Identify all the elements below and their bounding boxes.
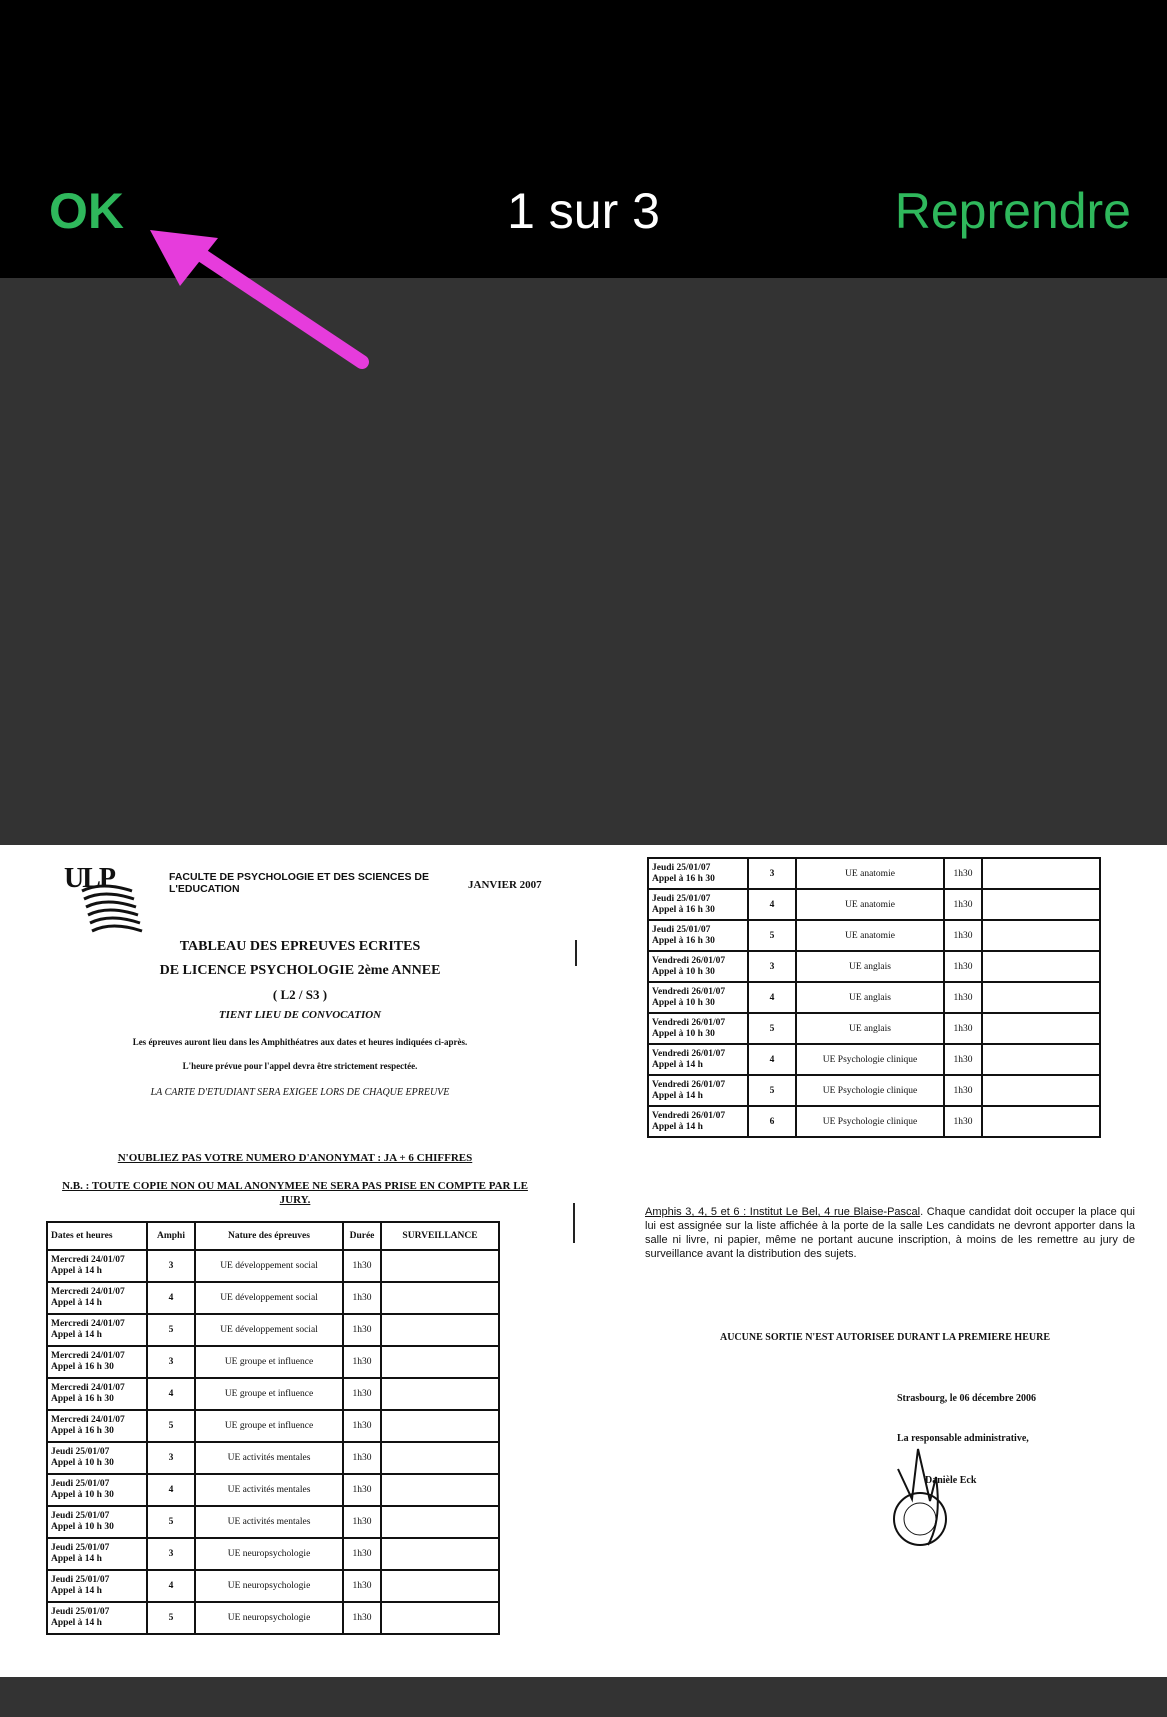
cell-nature: UE développement social <box>195 1250 343 1282</box>
cell-amphi: 3 <box>748 951 796 982</box>
cell-amphi: 5 <box>147 1602 195 1634</box>
cell-duration: 1h30 <box>944 1106 982 1137</box>
cell-supervision <box>381 1474 499 1506</box>
cell-duration: 1h30 <box>944 1075 982 1106</box>
header-amphi: Amphi <box>147 1222 195 1250</box>
exam-date: Jeudi 25/01/07 <box>51 1543 110 1553</box>
table-row <box>47 1250 499 1282</box>
header-date: Dates et heures <box>47 1222 147 1250</box>
cell-duration: 1h30 <box>944 889 982 920</box>
cell-duration: 1h30 <box>343 1378 381 1410</box>
cell-supervision <box>381 1282 499 1314</box>
cell-duration: 1h30 <box>343 1474 381 1506</box>
no-exit-notice: AUCUNE SORTIE N'EST AUTORISEE DURANT LA PREMIERE HEURE <box>719 1332 1050 1343</box>
exam-date: Jeudi 25/01/07 <box>652 862 711 873</box>
cell-duration: 1h30 <box>343 1282 381 1314</box>
table-row <box>47 1570 499 1602</box>
cell-nature: UE développement social <box>195 1282 343 1314</box>
exam-date: Mercredi 24/01/07 <box>51 1415 125 1425</box>
document-date: JANVIER 2007 <box>468 879 542 891</box>
call-time: Appel à 10 h 30 <box>652 966 715 977</box>
call-time: Appel à 14 h <box>51 1266 102 1276</box>
table-row <box>648 982 1100 1013</box>
cell-supervision <box>381 1346 499 1378</box>
cell-duration: 1h30 <box>343 1538 381 1570</box>
cell-supervision <box>381 1442 499 1474</box>
cell-supervision <box>381 1506 499 1538</box>
empty-canvas <box>0 278 1167 845</box>
exam-date: Vendredi 26/01/07 <box>652 955 726 966</box>
exam-date: Jeudi 25/01/07 <box>51 1479 110 1489</box>
exam-date: Jeudi 25/01/07 <box>652 924 711 935</box>
cell-supervision <box>381 1410 499 1442</box>
cell-amphi: 5 <box>748 1013 796 1044</box>
cell-nature: UE anatomie <box>796 889 944 920</box>
cell-nature: UE groupe et influence <box>195 1410 343 1442</box>
top-bar <box>0 0 1167 278</box>
cell-nature: UE groupe et influence <box>195 1378 343 1410</box>
cell-date <box>47 1506 147 1538</box>
cell-amphi: 4 <box>147 1378 195 1410</box>
cell-nature: UE Psychologie clinique <box>796 1106 944 1137</box>
cell-duration: 1h30 <box>343 1346 381 1378</box>
cell-date <box>47 1378 147 1410</box>
table-row <box>47 1410 499 1442</box>
cell-date <box>648 920 748 951</box>
cell-date <box>47 1474 147 1506</box>
info-line: Les épreuves auront lieu dans les Amphithéatres aux dates et heures indiquées ci-après. <box>132 1037 468 1047</box>
header-duration: Durée <box>343 1222 381 1250</box>
amphis-location: Amphis 3, 4, 5 et 6 : Institut Le Bel, 4 rue Blaise-Pascal <box>645 1206 921 1218</box>
page-counter: 1 sur 3 <box>507 183 660 239</box>
call-time: Appel à 10 h 30 <box>51 1458 114 1468</box>
scanned-document-preview[interactable] <box>0 845 1167 1677</box>
cell-amphi: 4 <box>748 889 796 920</box>
cell-amphi: 5 <box>147 1314 195 1346</box>
table-row <box>47 1442 499 1474</box>
call-time: Appel à 16 h 30 <box>51 1362 114 1372</box>
cell-duration: 1h30 <box>343 1442 381 1474</box>
cell-duration: 1h30 <box>343 1314 381 1346</box>
cell-nature: UE Psychologie clinique <box>796 1075 944 1106</box>
cell-supervision <box>381 1570 499 1602</box>
cell-duration: 1h30 <box>944 858 982 889</box>
exam-date: Vendredi 26/01/07 <box>652 1110 726 1121</box>
exam-date: Vendredi 26/01/07 <box>652 1017 726 1028</box>
logo-text: ULP <box>64 863 114 894</box>
cell-nature: UE activités mentales <box>195 1474 343 1506</box>
call-time: Appel à 16 h 30 <box>51 1426 114 1436</box>
cell-amphi: 4 <box>147 1474 195 1506</box>
ok-button[interactable]: OK <box>49 183 124 239</box>
cell-supervision <box>982 1075 1100 1106</box>
call-time: Appel à 14 h <box>51 1554 102 1564</box>
anonymity-nb: N.B. : TOUTE COPIE NON OU MAL ANONYMEE NE SERA PAS PRISE EN COMPTE PAR LE JURY. <box>62 1180 528 1206</box>
cell-supervision <box>982 1044 1100 1075</box>
cell-amphi: 3 <box>748 858 796 889</box>
table-row <box>648 920 1100 951</box>
cell-amphi: 4 <box>748 1044 796 1075</box>
cell-date <box>47 1346 147 1378</box>
cell-supervision <box>982 1013 1100 1044</box>
exam-date: Mercredi 24/01/07 <box>51 1255 125 1265</box>
exam-date: Jeudi 25/01/07 <box>51 1511 110 1521</box>
exam-date: Jeudi 25/01/07 <box>51 1575 110 1585</box>
cell-supervision <box>982 920 1100 951</box>
cell-supervision <box>381 1378 499 1410</box>
cell-date <box>47 1570 147 1602</box>
call-time: Appel à 10 h 30 <box>51 1490 114 1500</box>
cell-date <box>648 858 748 889</box>
call-time: Appel à 14 h <box>51 1618 102 1628</box>
table-row <box>648 1106 1100 1137</box>
exam-date: Jeudi 25/01/07 <box>51 1607 110 1617</box>
cell-date <box>47 1442 147 1474</box>
header-nature: Nature des épreuves <box>195 1222 343 1250</box>
stamp-and-signature-icon <box>878 1429 968 1559</box>
table-row <box>47 1602 499 1634</box>
table-row <box>47 1314 499 1346</box>
table-row <box>648 889 1100 920</box>
cell-date <box>648 1075 748 1106</box>
table-row <box>648 1044 1100 1075</box>
exam-date: Mercredi 24/01/07 <box>51 1319 125 1329</box>
call-time: Appel à 10 h 30 <box>652 1028 715 1039</box>
cell-duration: 1h30 <box>343 1410 381 1442</box>
call-time: Appel à 16 h 30 <box>652 935 715 946</box>
table-row <box>648 1013 1100 1044</box>
exam-date: Vendredi 26/01/07 <box>652 1079 726 1090</box>
cell-nature: UE activités mentales <box>195 1442 343 1474</box>
cell-supervision <box>381 1538 499 1570</box>
call-time: Appel à 14 h <box>51 1330 102 1340</box>
cell-nature: UE neuropsychologie <box>195 1570 343 1602</box>
retake-button[interactable]: Reprendre <box>894 183 1131 239</box>
exam-date: Mercredi 24/01/07 <box>51 1351 125 1361</box>
place-date: Strasbourg, le 06 décembre 2006 <box>897 1393 1036 1404</box>
cell-date <box>47 1602 147 1634</box>
document-title: TABLEAU DES EPREUVES ECRITES <box>179 939 421 954</box>
table-row <box>47 1378 499 1410</box>
cell-date <box>648 982 748 1013</box>
cell-date <box>648 1013 748 1044</box>
cell-amphi: 5 <box>748 920 796 951</box>
table-row <box>47 1506 499 1538</box>
cell-nature: UE anglais <box>796 951 944 982</box>
cell-amphi: 3 <box>147 1346 195 1378</box>
cell-nature: UE anatomie <box>796 858 944 889</box>
cell-nature: UE anglais <box>796 1013 944 1044</box>
cell-supervision <box>982 1106 1100 1137</box>
responsible-title: La responsable administrative, <box>897 1433 1029 1444</box>
cell-nature: UE Psychologie clinique <box>796 1044 944 1075</box>
table-row <box>47 1538 499 1570</box>
call-time: Appel à 16 h 30 <box>652 904 715 915</box>
cell-amphi: 6 <box>748 1106 796 1137</box>
cell-supervision <box>982 982 1100 1013</box>
cell-date <box>648 1106 748 1137</box>
cell-date <box>648 951 748 982</box>
exam-date: Vendredi 26/01/07 <box>652 1048 726 1059</box>
exam-date: Jeudi 25/01/07 <box>51 1447 110 1457</box>
call-time: Appel à 10 h 30 <box>652 997 715 1008</box>
info-line: L'heure prévue pour l'appel devra être strictement respectée. <box>182 1061 418 1071</box>
table-row <box>47 1346 499 1378</box>
cell-date <box>648 889 748 920</box>
call-time: Appel à 14 h <box>652 1121 703 1132</box>
info-line: LA CARTE D'ETUDIANT SERA EXIGEE LORS DE CHAQUE EPREUVE <box>150 1087 450 1098</box>
cell-amphi: 4 <box>748 982 796 1013</box>
cell-duration: 1h30 <box>343 1602 381 1634</box>
cell-nature: UE activités mentales <box>195 1506 343 1538</box>
table-row <box>648 858 1100 889</box>
cell-date <box>648 1044 748 1075</box>
amphis-instructions <box>645 1205 1135 1261</box>
call-time: Appel à 10 h 30 <box>51 1522 114 1532</box>
anonymity-warning: N'OUBLIEZ PAS VOTRE NUMERO D'ANONYMAT : JA + 6 CHIFFRES <box>117 1152 473 1164</box>
convocation-note: TIENT LIEU DE CONVOCATION <box>218 1009 382 1021</box>
cell-nature: UE groupe et influence <box>195 1346 343 1378</box>
document-subtitle: DE LICENCE PSYCHOLOGIE 2ème ANNEE <box>159 963 441 978</box>
cell-amphi: 5 <box>147 1506 195 1538</box>
cell-supervision <box>381 1314 499 1346</box>
cell-duration: 1h30 <box>343 1506 381 1538</box>
call-time: Appel à 16 h 30 <box>51 1394 114 1404</box>
cell-nature: UE développement social <box>195 1314 343 1346</box>
table-row <box>648 1075 1100 1106</box>
cell-duration: 1h30 <box>944 920 982 951</box>
amphis-rules: . Chaque candidat doit occuper la place qui lui est assignée sur la liste affichée à la porte de la salle Les candidats ne devront apporter dans la salle ni livre, ni papier, même ne portant aucune inscription, à moins de les remettre au jury de surveillance avant la distribution des sujets. <box>645 1206 1135 1260</box>
table-row <box>47 1474 499 1506</box>
cell-nature: UE neuropsychologie <box>195 1602 343 1634</box>
call-time: Appel à 14 h <box>51 1586 102 1596</box>
cell-duration: 1h30 <box>944 951 982 982</box>
cell-supervision <box>381 1602 499 1634</box>
cell-duration: 1h30 <box>944 982 982 1013</box>
exam-date: Mercredi 24/01/07 <box>51 1383 125 1393</box>
scan-mark <box>575 940 577 966</box>
exam-date: Mercredi 24/01/07 <box>51 1287 125 1297</box>
cell-supervision <box>381 1250 499 1282</box>
header-supervision: SURVEILLANCE <box>381 1222 499 1250</box>
cell-amphi: 5 <box>147 1410 195 1442</box>
table-row <box>47 1282 499 1314</box>
cell-date <box>47 1250 147 1282</box>
cell-nature: UE anatomie <box>796 920 944 951</box>
cell-amphi: 4 <box>147 1570 195 1602</box>
call-time: Appel à 14 h <box>51 1298 102 1308</box>
exam-table-right <box>647 857 1101 1138</box>
cell-nature: UE neuropsychologie <box>195 1538 343 1570</box>
bottom-bar <box>0 1677 1167 1717</box>
table-row <box>648 951 1100 982</box>
cell-amphi: 5 <box>748 1075 796 1106</box>
cell-duration: 1h30 <box>343 1250 381 1282</box>
cell-date <box>47 1314 147 1346</box>
signatory-name: Danièle Eck <box>925 1475 977 1486</box>
cell-supervision <box>982 858 1100 889</box>
cell-supervision <box>982 951 1100 982</box>
cell-date <box>47 1538 147 1570</box>
cell-duration: 1h30 <box>343 1570 381 1602</box>
faculty-name: FACULTE DE PSYCHOLOGIE ET DES SCIENCES DE L'EDUCATION <box>169 871 430 895</box>
scan-mark <box>573 1203 575 1243</box>
cell-amphi: 3 <box>147 1442 195 1474</box>
cell-duration: 1h30 <box>944 1013 982 1044</box>
cell-nature: UE anglais <box>796 982 944 1013</box>
cell-amphi: 3 <box>147 1538 195 1570</box>
cell-amphi: 3 <box>147 1250 195 1282</box>
cell-amphi: 4 <box>147 1282 195 1314</box>
cell-supervision <box>982 889 1100 920</box>
exam-date: Jeudi 25/01/07 <box>652 893 711 904</box>
call-time: Appel à 14 h <box>652 1090 703 1101</box>
call-time: Appel à 14 h <box>652 1059 703 1070</box>
call-time: Appel à 16 h 30 <box>652 873 715 884</box>
exam-table-left <box>46 1221 500 1635</box>
document-level: ( L2 / S3 ) <box>272 987 328 1002</box>
cell-duration: 1h30 <box>944 1044 982 1075</box>
cell-date <box>47 1410 147 1442</box>
exam-date: Vendredi 26/01/07 <box>652 986 726 997</box>
cell-date <box>47 1282 147 1314</box>
